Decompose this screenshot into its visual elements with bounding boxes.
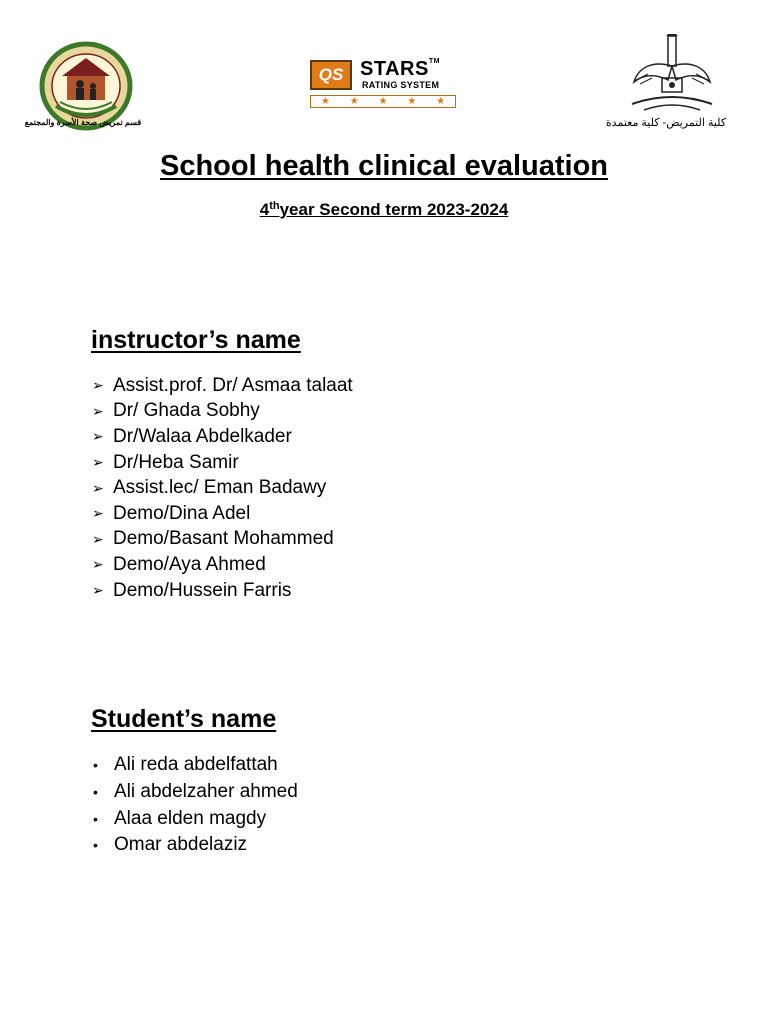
instructor-item <box>92 450 353 476</box>
qs-trademark: TM <box>428 58 440 65</box>
instructor-name: Demo/Aya Ahmed <box>113 553 266 575</box>
instructor-name: Demo/Hussein Farris <box>113 579 292 601</box>
student-list <box>92 752 298 859</box>
left-logo-caption: قسم تمريض صحة الأسرة والمجتمع <box>24 118 142 127</box>
instructor-item <box>92 527 353 553</box>
star-icon: ★ <box>407 95 417 107</box>
star-icon: ★ <box>349 95 359 107</box>
instructor-item <box>92 552 353 578</box>
arrow-bullet-icon: ➢ <box>92 582 104 599</box>
qs-badge: QS <box>310 60 352 90</box>
dot-bullet-icon: • <box>93 837 98 854</box>
instructor-item <box>92 501 353 527</box>
instructor-item <box>92 399 353 425</box>
student-name: Ali abdelzaher ahmed <box>114 781 298 803</box>
dot-bullet-icon: • <box>93 757 98 774</box>
student-name: Omar abdelaziz <box>114 834 248 856</box>
instructor-name: Assist.prof. Dr/ Asmaa talaat <box>113 374 353 396</box>
star-icon: ★ <box>378 95 388 107</box>
student-item <box>92 832 298 859</box>
instructors-heading: instructor’s name <box>91 326 301 354</box>
students-heading: Student’s name <box>91 705 277 733</box>
arrow-bullet-icon: ➢ <box>92 505 104 522</box>
qs-stars-word: STARS <box>360 58 429 80</box>
qs-rating-system-text: RATING SYSTEM <box>362 80 440 90</box>
instructor-name: Demo/Dina Adel <box>113 502 251 524</box>
year-number: 4 <box>259 200 270 219</box>
instructor-name: Assist.lec/ Eman Badawy <box>113 477 327 499</box>
arrow-bullet-icon: ➢ <box>92 402 104 419</box>
instructor-name: Demo/Basant Mohammed <box>113 528 334 550</box>
arrow-bullet-icon: ➢ <box>92 428 104 445</box>
qs-stars-logo <box>310 58 458 110</box>
instructor-item <box>92 424 353 450</box>
instructor-name: Dr/Walaa Abdelkader <box>113 425 292 447</box>
dot-bullet-icon: • <box>93 784 98 801</box>
instructor-item <box>92 475 353 501</box>
ain-shams-university-emblem <box>622 34 722 118</box>
qs-star-bar <box>310 95 456 108</box>
instructor-item <box>92 373 353 399</box>
instructor-name: Dr/ Ghada Sobhy <box>113 400 260 422</box>
arrow-bullet-icon: ➢ <box>92 530 104 547</box>
student-item <box>92 779 298 806</box>
year-ordinal-suffix: th <box>269 200 280 212</box>
instructor-item <box>92 578 353 604</box>
arrow-bullet-icon: ➢ <box>92 377 104 394</box>
arrow-bullet-icon: ➢ <box>92 479 104 496</box>
student-name: Alaa elden magdy <box>114 807 267 829</box>
student-name: Ali reda abdelfattah <box>114 754 278 776</box>
student-item <box>92 752 298 779</box>
term-subtitle <box>0 200 768 220</box>
qs-stars-wordmark <box>360 58 440 81</box>
dot-bullet-icon: • <box>93 810 98 827</box>
student-item <box>92 805 298 832</box>
page-title: School health clinical evaluation <box>160 150 608 182</box>
arrow-bullet-icon: ➢ <box>92 556 104 573</box>
star-icon: ★ <box>436 95 446 107</box>
instructor-list <box>92 373 353 603</box>
arrow-bullet-icon: ➢ <box>92 454 104 471</box>
right-logo-caption: كلية التمريض- كلية معتمدة <box>605 117 727 129</box>
instructor-name: Dr/Heba Samir <box>113 451 239 473</box>
star-icon: ★ <box>320 95 330 107</box>
term-text: year Second term 2023-2024 <box>279 200 509 219</box>
